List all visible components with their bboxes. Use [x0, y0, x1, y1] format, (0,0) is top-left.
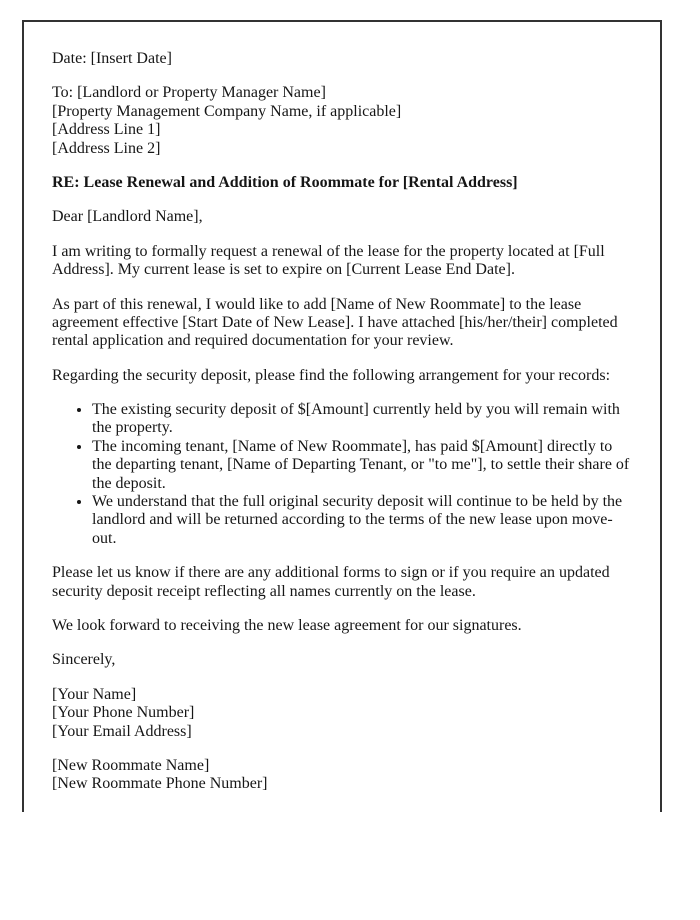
recipient-line-address-1: [Address Line 1]: [52, 121, 161, 139]
body-paragraph-roommate: As part of this renewal, I would like to add [Name of New Roommate] to the lease agreement effective [Start Date of New Lease]. I have attached [his/her/their] completed rental application and required documentation for your review.: [52, 295, 618, 350]
subject-line: RE: Lease Renewal and Addition of Roommate for [Rental Address]: [52, 173, 518, 191]
body-paragraph-request: I am writing to formally request a renewal of the lease for the property located at [Full Address]. My current lease is set to expire on [Current Lease End Date].: [52, 242, 605, 279]
body-paragraph-forms: Please let us know if there are any additional forms to sign or if you require an updated security deposit receipt reflecting all names currently on the lease.: [52, 564, 610, 600]
body-paragraph-lookforward: We look forward to receiving the new lease agreement for our signatures.: [52, 616, 522, 634]
deposit-bullet-list: [52, 401, 632, 548]
recipient-line-to: To: [Landlord or Property Manager Name]: [52, 84, 326, 102]
sender-block: [52, 686, 632, 741]
recipient-block: [52, 84, 632, 158]
bullet-existing-deposit: • The existing security deposit of $[Amount] currently held by you will remain with the property.: [92, 401, 632, 438]
signoff: Sincerely,: [52, 651, 116, 669]
bullet-incoming-tenant: • The incoming tenant, [Name of New Roommate], has paid $[Amount] directly to the departing tenant, [Name of Departing Tenant, or "to me"], to settle their share of the deposit.: [92, 438, 632, 493]
recipient-line-company: [Property Management Company Name, if applicable]: [52, 102, 402, 120]
recipient-line-address-2: [Address Line 2]: [52, 139, 161, 157]
roommate-phone: [New Roommate Phone Number]: [52, 775, 268, 793]
body-paragraph-deposit-intro: Regarding the security deposit, please find the following arrangement for your records:: [52, 366, 611, 384]
salutation: Dear [Landlord Name],: [52, 208, 203, 226]
sender-name: [Your Name]: [52, 685, 137, 703]
roommate-name: [New Roommate Name]: [52, 756, 210, 774]
date-line: Date: [Insert Date]: [52, 50, 172, 67]
roommate-block: [52, 757, 632, 794]
sender-phone: [Your Phone Number]: [52, 704, 195, 722]
bullet-deposit-held: • We understand that the full original security deposit will continue to be held by the landlord and will be returned according to the terms of the new lease upon move-out.: [92, 493, 632, 548]
sender-email: [Your Email Address]: [52, 722, 192, 740]
letter-container: [22, 20, 662, 812]
